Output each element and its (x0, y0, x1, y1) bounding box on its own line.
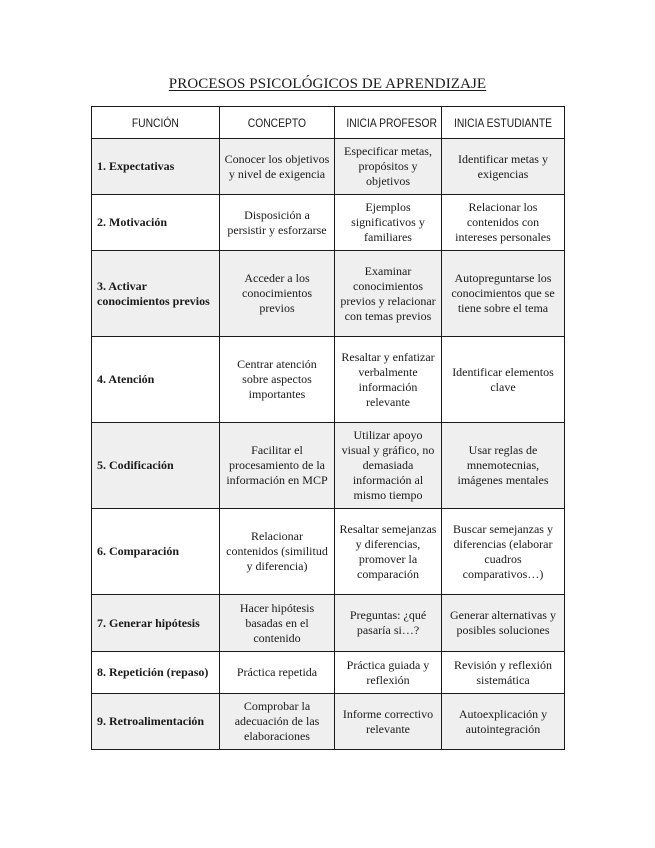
cell-profesor: Resaltar semejanzas y diferencias, promover la comparación (335, 509, 442, 595)
table-row (92, 652, 565, 694)
cell-funcion: 1. Expectativas (92, 139, 220, 195)
table-row (92, 195, 565, 251)
cell-concepto: Relacionar contenidos (similitud y diferencia) (220, 509, 335, 595)
cell-funcion: 8. Repetición (repaso) (92, 652, 220, 694)
cell-funcion: 6. Comparación (92, 509, 220, 595)
table-row (92, 139, 565, 195)
table-row (92, 509, 565, 595)
document-title: PROCESOS PSICOLÓGICOS DE APRENDIZAJE (168, 76, 487, 92)
cell-profesor: Resaltar y enfatizar verbalmente información relevante (335, 337, 442, 423)
cell-estudiante: Autopreguntarse los conocimientos que se tiene sobre el tema (442, 251, 565, 337)
cell-funcion: 3. Activar conocimientos previos (92, 251, 220, 337)
table-row (92, 337, 565, 423)
header-concepto: CONCEPTO (220, 107, 335, 139)
cell-concepto: Centrar atención sobre aspectos importantes (220, 337, 335, 423)
cell-estudiante: Autoexplicación y autointegración (442, 694, 565, 750)
table-row (92, 251, 565, 337)
cell-estudiante: Identificar metas y exigencias (442, 139, 565, 195)
header-funcion: FUNCIÓN (92, 107, 220, 139)
cell-profesor: Utilizar apoyo visual y gráfico, no demasiada información al mismo tiempo (335, 423, 442, 509)
table-header-row (92, 107, 565, 139)
cell-concepto: Comprobar la adecuación de las elaboraciones (220, 694, 335, 750)
cell-concepto: Hacer hipótesis basadas en el contenido (220, 595, 335, 652)
cell-concepto: Práctica repetida (220, 652, 335, 694)
cell-estudiante: Identificar elementos clave (442, 337, 565, 423)
cell-profesor: Preguntas: ¿qué pasaría si…? (335, 595, 442, 652)
cell-concepto: Conocer los objetivos y nivel de exigencia (220, 139, 335, 195)
table-row (92, 595, 565, 652)
table-row (92, 423, 565, 509)
cell-funcion: 9. Retroalimentación (92, 694, 220, 750)
cell-profesor: Informe correctivo relevante (335, 694, 442, 750)
cell-profesor: Práctica guiada y reflexión (335, 652, 442, 694)
cell-estudiante: Generar alternativas y posibles soluciones (442, 595, 565, 652)
header-inicia-profesor: INICIA PROFESOR (335, 107, 442, 139)
cell-estudiante: Usar reglas de mnemotecnias, imágenes mentales (442, 423, 565, 509)
cell-funcion: 7. Generar hipótesis (92, 595, 220, 652)
cell-estudiante: Revisión y reflexión sistemática (442, 652, 565, 694)
cell-profesor: Especificar metas, propósitos y objetivos (335, 139, 442, 195)
cell-funcion: 4. Atención (92, 337, 220, 423)
cell-concepto: Disposición a persistir y esforzarse (220, 195, 335, 251)
cell-profesor: Examinar conocimientos previos y relacionar con temas previos (335, 251, 442, 337)
header-inicia-estudiante: INICIA ESTUDIANTE (442, 107, 565, 139)
cell-estudiante: Relacionar los contenidos con intereses personales (442, 195, 565, 251)
cell-funcion: 5. Codificación (92, 423, 220, 509)
cell-estudiante: Buscar semejanzas y diferencias (elaborar cuadros comparativos…) (442, 509, 565, 595)
cell-funcion: 2. Motivación (92, 195, 220, 251)
table-row (92, 694, 565, 750)
cell-concepto: Acceder a los conocimientos previos (220, 251, 335, 337)
cell-concepto: Facilitar el procesamiento de la información en MCP (220, 423, 335, 509)
learning-processes-table (91, 106, 565, 750)
cell-profesor: Ejemplos significativos y familiares (335, 195, 442, 251)
